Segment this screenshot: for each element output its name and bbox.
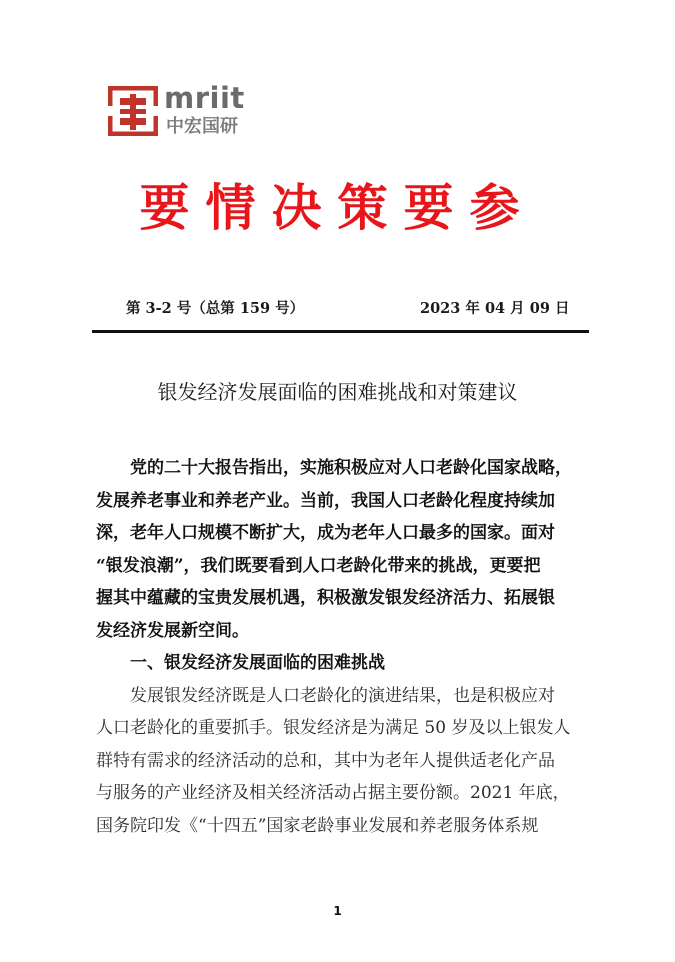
header-divider	[92, 330, 589, 333]
section-line: 群特有需求的经济活动的总和，其中为老年人提供适老化产品	[96, 750, 555, 771]
logo	[108, 81, 248, 138]
section-line: 人口老龄化的重要抓手。银发经济是为满足 50 岁及以上银发人	[96, 718, 571, 738]
masthead-title: 要情决策要参	[139, 179, 536, 237]
issue-number: 第 3-2 号（总第 159 号）	[126, 300, 305, 317]
issue-date: 2023 年 04 月 09 日	[420, 300, 570, 317]
lead-line: “银发浪潮”，我们既要看到人口老龄化带来的挑战，更要把	[96, 555, 541, 576]
lead-line: 党的二十大报告指出，实施积极应对人口老龄化国家战略，	[130, 458, 572, 478]
logo-text-en: mriit	[164, 81, 245, 115]
section-line: 与服务的产业经济及相关经济活动占据主要份额。2021 年底，	[96, 783, 570, 803]
section-heading: 一、银发经济发展面临的困难挑战	[130, 653, 385, 673]
page-number: 1	[333, 904, 342, 918]
logo-mark-icon	[108, 86, 158, 136]
lead-line: 发展养老事业和养老产业。当前，我国人口老龄化程度持续加	[96, 490, 555, 511]
section-line: 发展银发经济既是人口老龄化的演进结果，也是积极应对	[130, 685, 555, 706]
article-title: 银发经济发展面临的困难挑战和对策建议	[157, 380, 518, 404]
lead-line: 握其中蕴藏的宝贵发展机遇，积极激发银发经济活力、拓展银	[96, 588, 555, 608]
lead-line: 深，老年人口规模不断扩大，成为老年人口最多的国家。面对	[96, 523, 555, 543]
lead-line: 发经济发展新空间。	[96, 620, 249, 641]
article-body	[96, 452, 588, 842]
logo-text-cn: 中宏国研	[166, 116, 238, 137]
section-line: 国务院印发《“十四五”国家老龄事业发展和养老服务体系规	[96, 815, 539, 836]
